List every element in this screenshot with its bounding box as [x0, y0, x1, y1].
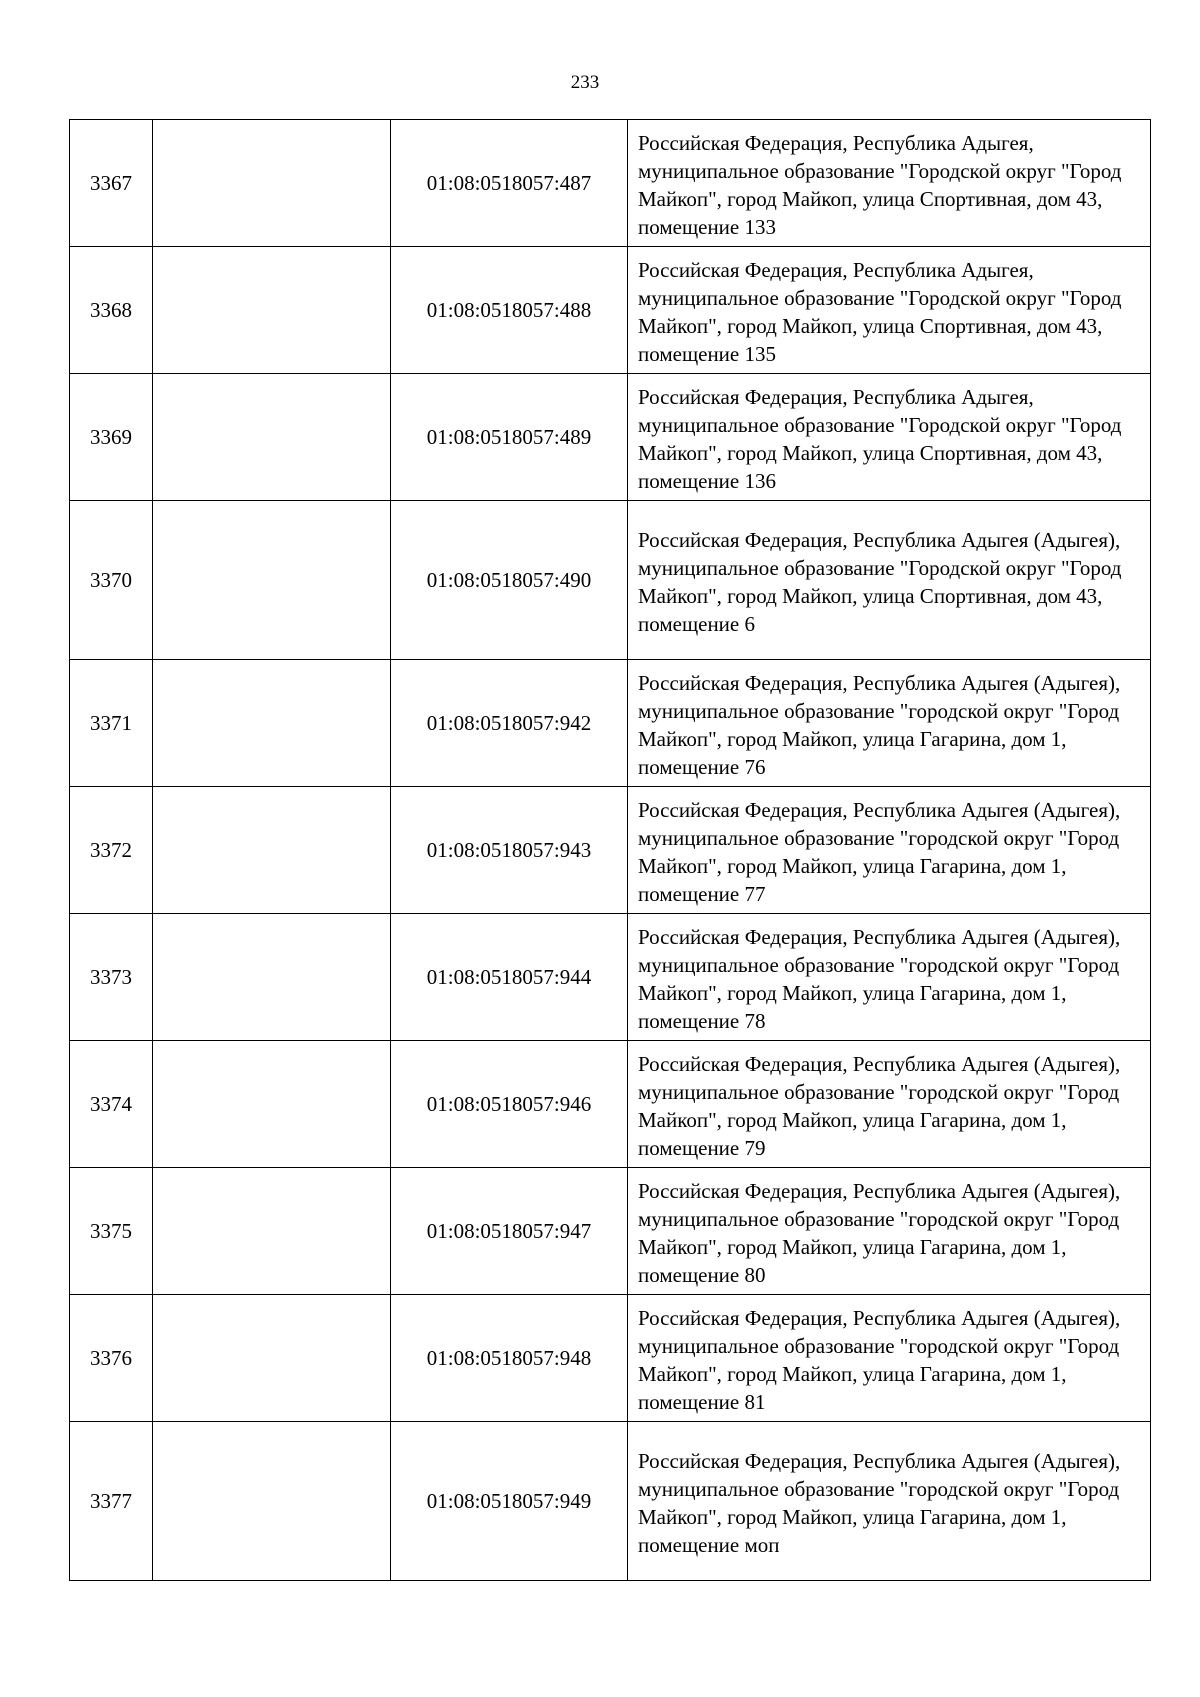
cadastral-number: 01:08:0518057:942 — [391, 660, 628, 787]
cadastral-number: 01:08:0518057:949 — [391, 1422, 628, 1581]
name-cell — [153, 374, 391, 501]
table-row — [70, 247, 1151, 374]
name-cell — [153, 787, 391, 914]
row-number: 3371 — [70, 660, 153, 787]
address-cell: Российская Федерация, Республика Адыгея, муниципальное образование "Городской округ "Город Майкоп", город Майкоп, улица Спортивная, дом 43, помещение 136 — [628, 374, 1151, 501]
address-cell: Российская Федерация, Республика Адыгея (Адыгея), муниципальное образование "Городской округ "Город Майкоп", город Майкоп, улица Спортивная, дом 43, помещение 6 — [628, 501, 1151, 660]
address-cell: Российская Федерация, Республика Адыгея (Адыгея), муниципальное образование "городской округ "Город Майкоп", город Майкоп, улица Гагарина, дом 1, помещение 81 — [628, 1295, 1151, 1422]
address-cell: Российская Федерация, Республика Адыгея (Адыгея), муниципальное образование "городской округ "Город Майкоп", город Майкоп, улица Гагарина, дом 1, помещение 77 — [628, 787, 1151, 914]
cadastral-number: 01:08:0518057:489 — [391, 374, 628, 501]
property-table — [69, 119, 1151, 1581]
name-cell — [153, 247, 391, 374]
table-row — [70, 374, 1151, 501]
address-cell: Российская Федерация, Республика Адыгея, муниципальное образование "Городской округ "Город Майкоп", город Майкоп, улица Спортивная, дом 43, помещение 135 — [628, 247, 1151, 374]
address-cell: Российская Федерация, Республика Адыгея, муниципальное образование "Городской округ "Город Майкоп", город Майкоп, улица Спортивная, дом 43, помещение 133 — [628, 120, 1151, 247]
row-number: 3367 — [70, 120, 153, 247]
cadastral-number: 01:08:0518057:488 — [391, 247, 628, 374]
table-row — [70, 501, 1151, 660]
row-number: 3374 — [70, 1041, 153, 1168]
name-cell — [153, 1041, 391, 1168]
name-cell — [153, 660, 391, 787]
name-cell — [153, 1295, 391, 1422]
cadastral-number: 01:08:0518057:946 — [391, 1041, 628, 1168]
name-cell — [153, 120, 391, 247]
name-cell — [153, 914, 391, 1041]
table-row — [70, 1041, 1151, 1168]
cadastral-number: 01:08:0518057:948 — [391, 1295, 628, 1422]
table-row — [70, 1295, 1151, 1422]
table-row — [70, 660, 1151, 787]
address-cell: Российская Федерация, Республика Адыгея (Адыгея), муниципальное образование "городской округ "Город Майкоп", город Майкоп, улица Гагарина, дом 1, помещение 79 — [628, 1041, 1151, 1168]
table-row — [70, 787, 1151, 914]
cadastral-number: 01:08:0518057:944 — [391, 914, 628, 1041]
row-number: 3375 — [70, 1168, 153, 1295]
address-cell: Российская Федерация, Республика Адыгея (Адыгея), муниципальное образование "городской округ "Город Майкоп", город Майкоп, улица Гагарина, дом 1, помещение 78 — [628, 914, 1151, 1041]
row-number: 3377 — [70, 1422, 153, 1581]
row-number: 3370 — [70, 501, 153, 660]
table-row — [70, 914, 1151, 1041]
cadastral-number: 01:08:0518057:490 — [391, 501, 628, 660]
address-cell: Российская Федерация, Республика Адыгея (Адыгея), муниципальное образование "городской округ "Город Майкоп", город Майкоп, улица Гагарина, дом 1, помещение моп — [628, 1422, 1151, 1581]
cadastral-number: 01:08:0518057:947 — [391, 1168, 628, 1295]
table-row — [70, 1422, 1151, 1581]
name-cell — [153, 501, 391, 660]
row-number: 3376 — [70, 1295, 153, 1422]
table-row — [70, 120, 1151, 247]
cadastral-number: 01:08:0518057:487 — [391, 120, 628, 247]
address-cell: Российская Федерация, Республика Адыгея (Адыгея), муниципальное образование "городской округ "Город Майкоп", город Майкоп, улица Гагарина, дом 1, помещение 80 — [628, 1168, 1151, 1295]
address-cell: Российская Федерация, Республика Адыгея (Адыгея), муниципальное образование "городской округ "Город Майкоп", город Майкоп, улица Гагарина, дом 1, помещение 76 — [628, 660, 1151, 787]
cadastral-number: 01:08:0518057:943 — [391, 787, 628, 914]
row-number: 3373 — [70, 914, 153, 1041]
property-table-body — [70, 120, 1151, 1581]
name-cell — [153, 1422, 391, 1581]
table-row — [70, 1168, 1151, 1295]
row-number: 3372 — [70, 787, 153, 914]
row-number: 3369 — [70, 374, 153, 501]
row-number: 3368 — [70, 247, 153, 374]
page-number: 233 — [570, 72, 600, 93]
name-cell — [153, 1168, 391, 1295]
